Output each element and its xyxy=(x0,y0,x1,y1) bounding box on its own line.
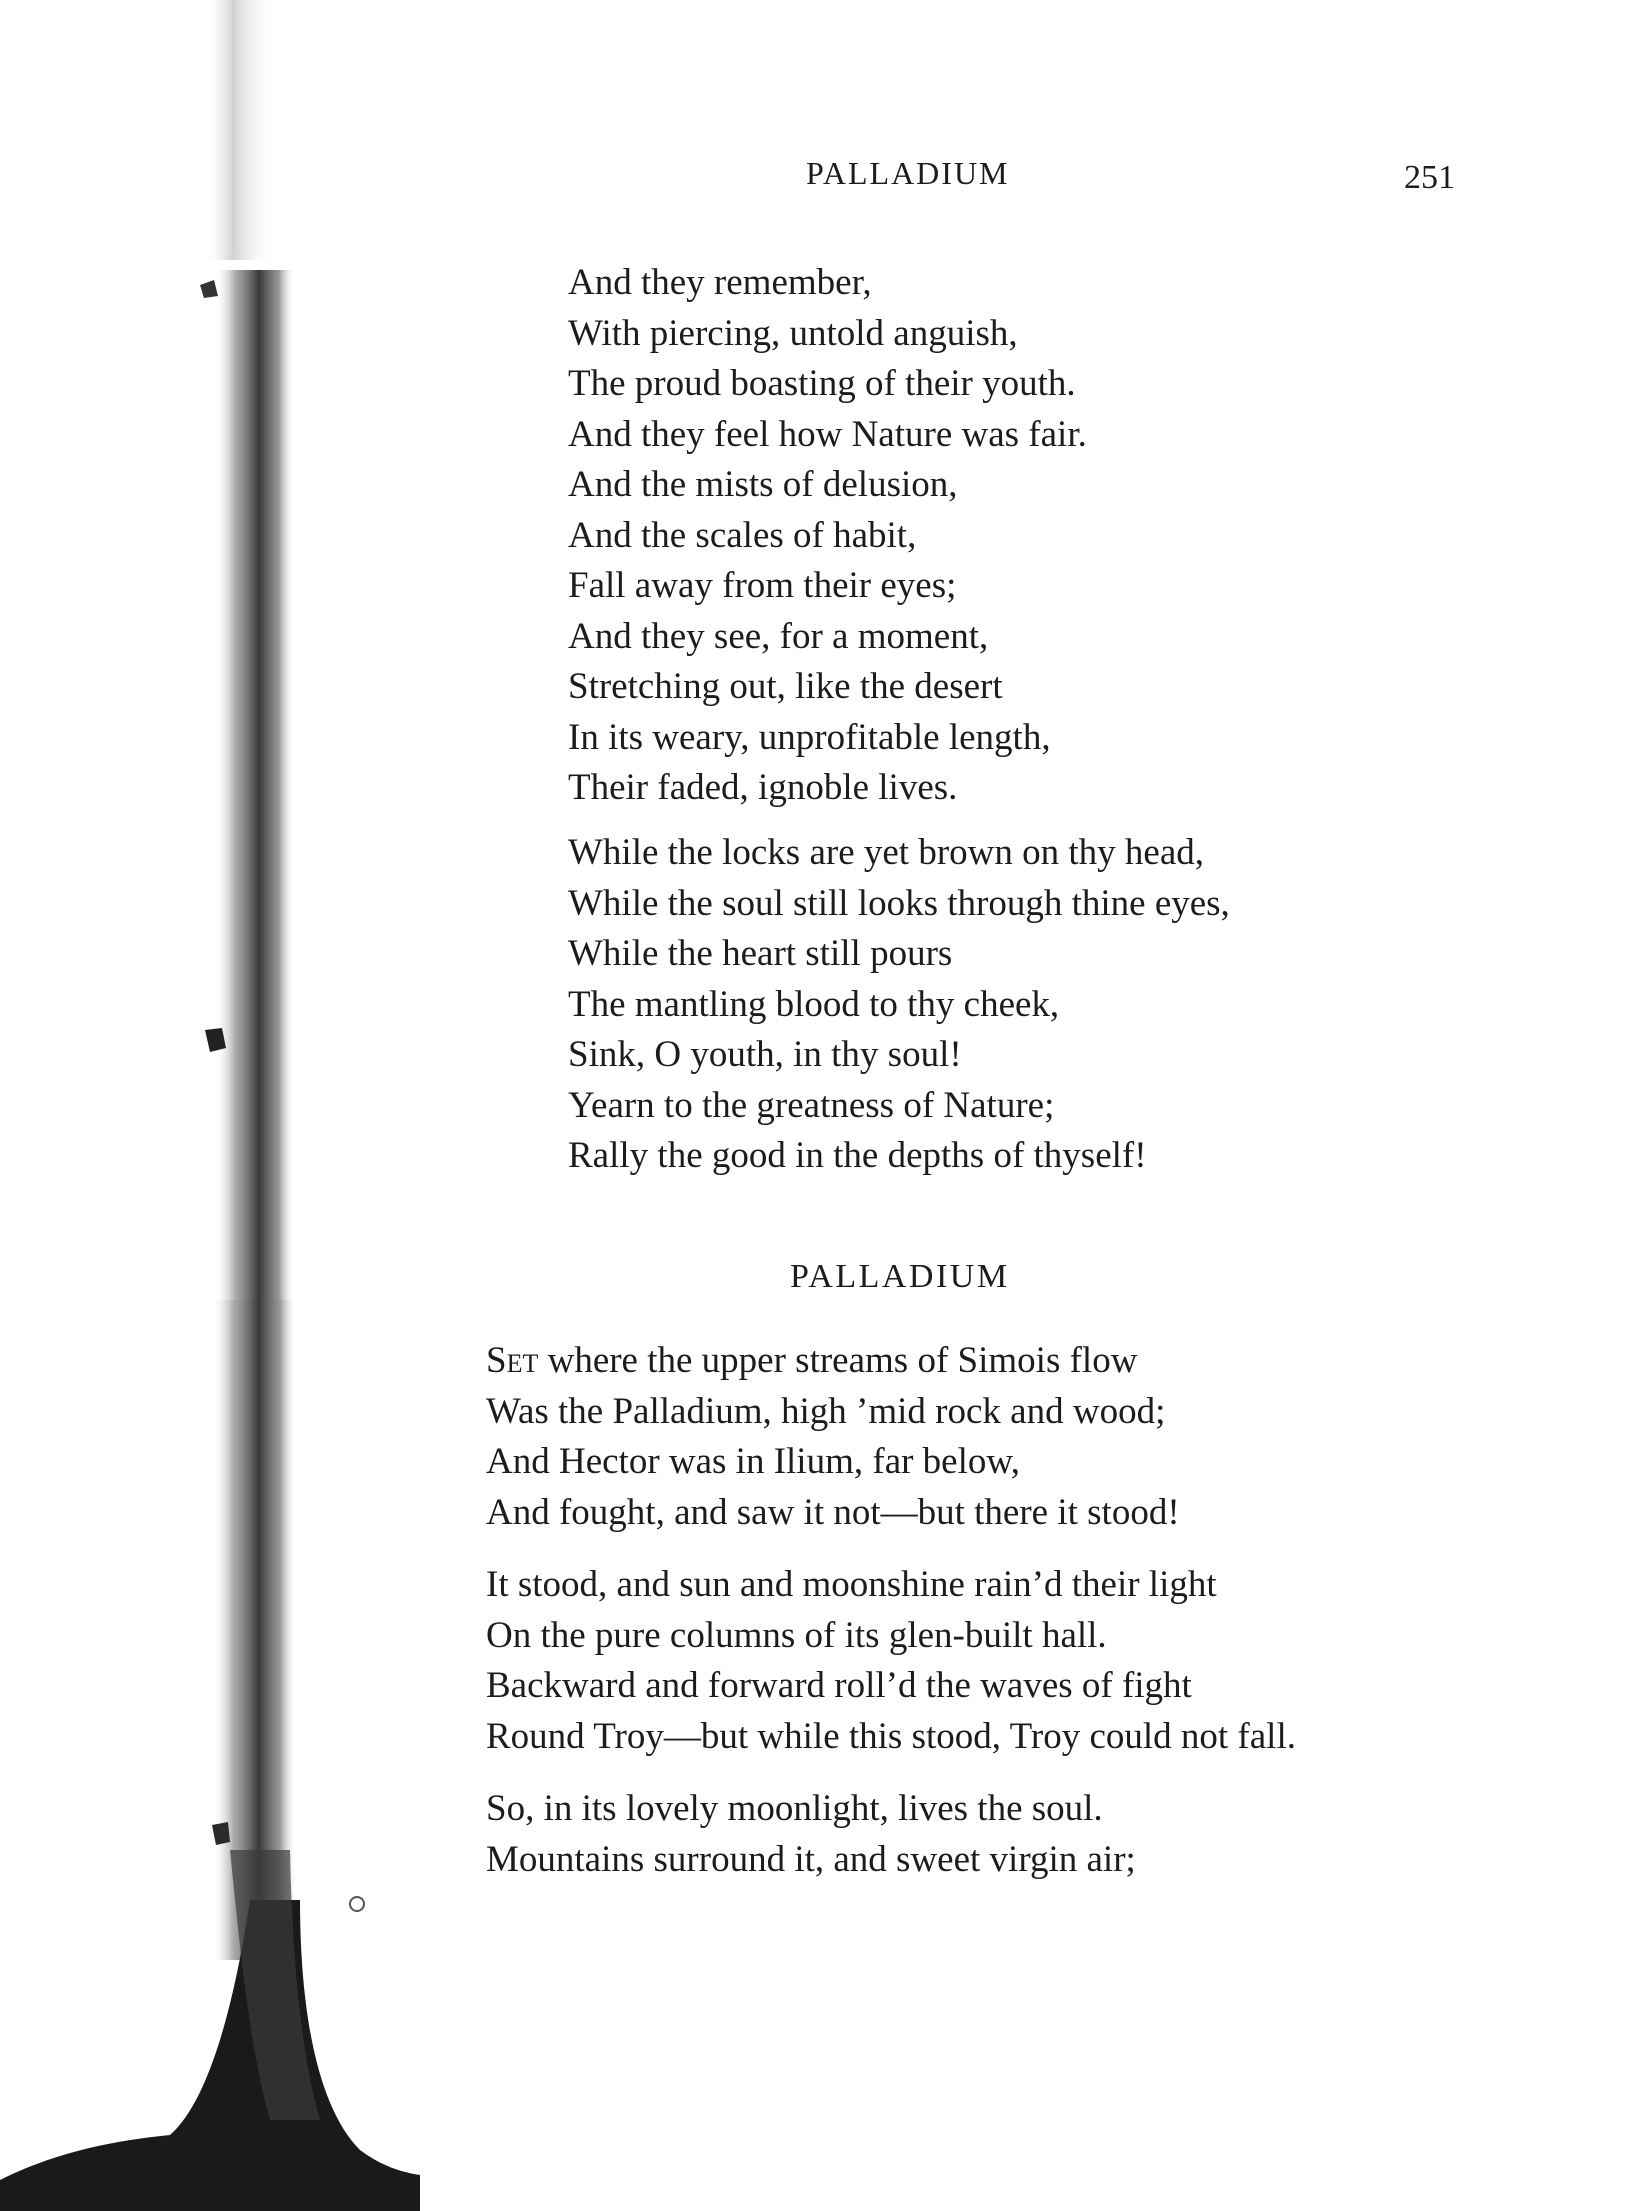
running-head xyxy=(0,155,1652,205)
verse-line: And they see, for a moment, xyxy=(568,615,989,657)
running-title: PALLADIUM xyxy=(806,155,1010,191)
stanza xyxy=(568,258,1087,814)
verse-line: So, in its lovely moonlight, lives the soul. xyxy=(486,1788,1103,1829)
poem-title: PALLADIUM xyxy=(790,1258,1010,1295)
verse-line: Sink, O youth, in thy soul! xyxy=(568,1034,962,1075)
stanza xyxy=(486,1336,1180,1538)
verse-line: Backward and forward roll’d the waves of fight xyxy=(486,1665,1192,1706)
verse-line: Was the Palladium, high ’mid rock and wood; xyxy=(486,1390,1166,1432)
verse-line: Yearn to the greatness of Nature; xyxy=(568,1084,1055,1126)
verse-line: And fought, and saw it not—but there it stood! xyxy=(486,1491,1180,1533)
verse-line: It stood, and sun and moonshine rain’d their light xyxy=(486,1564,1217,1605)
binding-shadow xyxy=(0,0,420,2211)
verse-line: The proud boasting of their youth. xyxy=(568,363,1076,404)
stanza xyxy=(568,828,1230,1182)
verse-line: Their faded, ignoble lives. xyxy=(568,767,958,808)
verse-line: The mantling blood to thy cheek, xyxy=(568,983,1060,1025)
verse-line: And Hector was in Ilium, far below, xyxy=(486,1441,1020,1482)
verse-line: While the soul still looks through thine eyes, xyxy=(568,882,1230,924)
opening-word: Set xyxy=(486,1340,539,1381)
verse-line: With piercing, untold anguish, xyxy=(568,312,1018,354)
verse-line: Rally the good in the depths of thyself! xyxy=(568,1135,1147,1176)
stanza xyxy=(486,1560,1296,1762)
verse-line: Stretching out, like the desert xyxy=(568,666,1003,707)
page-number: 251 xyxy=(1404,159,1455,196)
verse-line: And the scales of habit, xyxy=(568,514,917,556)
stanza xyxy=(486,1784,1136,1885)
verse-line: Fall away from their eyes; xyxy=(568,565,957,606)
verse-line: And they remember, xyxy=(568,262,872,303)
verse-line: In its weary, unprofitable length, xyxy=(568,716,1051,758)
verse-line: And the mists of delusion, xyxy=(568,464,958,505)
verse-line: On the pure columns of its glen-built hall. xyxy=(486,1614,1107,1656)
verse-line: Mountains surround it, and sweet virgin air; xyxy=(486,1838,1136,1880)
verse-line xyxy=(486,1336,1180,1387)
verse-line: And they feel how Nature was fair. xyxy=(568,413,1087,455)
verse-line-rest: where the upper streams of Simois flow xyxy=(538,1340,1138,1381)
verse-line: While the heart still pours xyxy=(568,933,953,974)
verse-line: Round Troy—but while this stood, Troy could not fall. xyxy=(486,1715,1296,1757)
verse-line: While the locks are yet brown on thy head, xyxy=(568,832,1204,873)
